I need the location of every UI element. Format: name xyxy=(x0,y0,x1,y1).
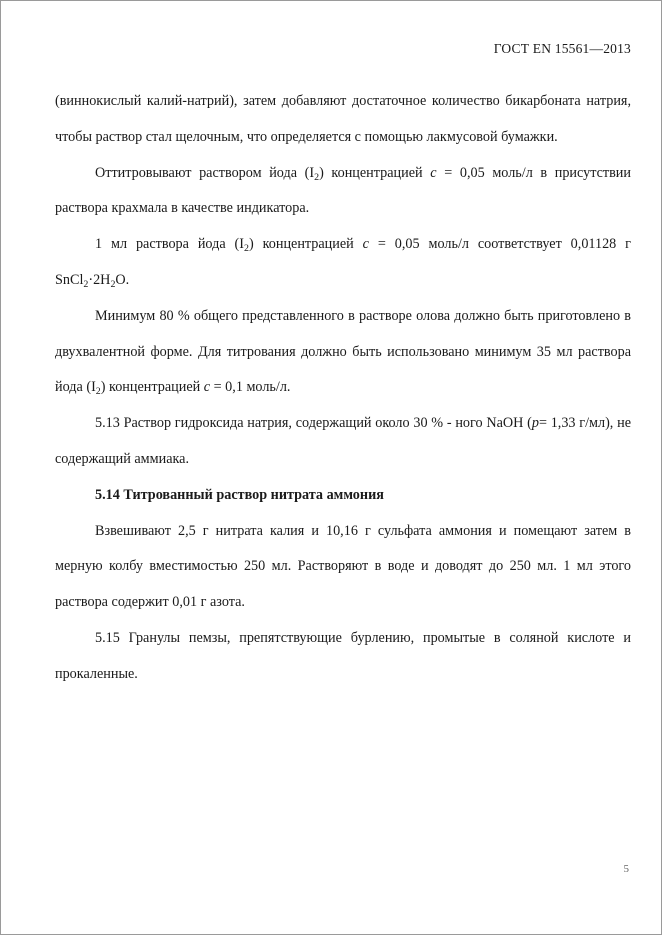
paragraph-continuation: (виннокислый калий-натрий), затем добавляют достаточное количество бикарбоната натрия, чтобы раствор стал щелочным, что определяется с помощью лакмусовой бумажки. xyxy=(55,93,631,145)
paragraph-section-5-15: 5.15 Гранулы пемзы, препятствующие бурлению, промытые в соляной кислоте и прокаленные. xyxy=(55,629,631,682)
document-body xyxy=(55,84,631,693)
paragraph-equivalence: 1 мл раствора йода $(I_2)$ концентрацией c = 0,05 моль/л соответствует 0,01128 г $SnCl_2\cdot 2H_2O$. xyxy=(55,236,631,290)
paragraph-section-5-14: Взвешивают 2,5 г нитрата калия и 10,16 г сульфата аммония и помещают затем в мерную колбу вместимостью 250 мл. Растворяют в воде и доводят до 250 мл. 1 мл этого раствора содержит 0,01 г азота. xyxy=(55,522,631,611)
paragraph-titration: Оттитровывают раствором йода $(I_2)$ концентрацией c = 0,05 моль/л в присутствии раствора крахмала в качестве индикатора. xyxy=(55,164,631,217)
standard-number: ГОСТ EN 15561—2013 xyxy=(493,41,631,56)
paragraph-minimum: Минимум 80 % общего представленного в растворе олова должно быть приготовлено в двухвалентной форме. Для титрования должно быть использовано минимум 35 мл раствора йода $(I_2)$ концентрацией c = 0,1 моль/л. xyxy=(55,307,631,398)
document-header xyxy=(494,41,631,57)
paragraph-section-5-13: 5.13 Раствор гидроксида натрия, содержащий около 30 % - ного NaOH (p= 1,33 г/мл), не содержащий аммиака. xyxy=(55,415,631,467)
page-number: 5 xyxy=(623,863,629,875)
section-heading-5-14: 5.14 Титрованный раствор нитрата аммония xyxy=(95,486,384,503)
